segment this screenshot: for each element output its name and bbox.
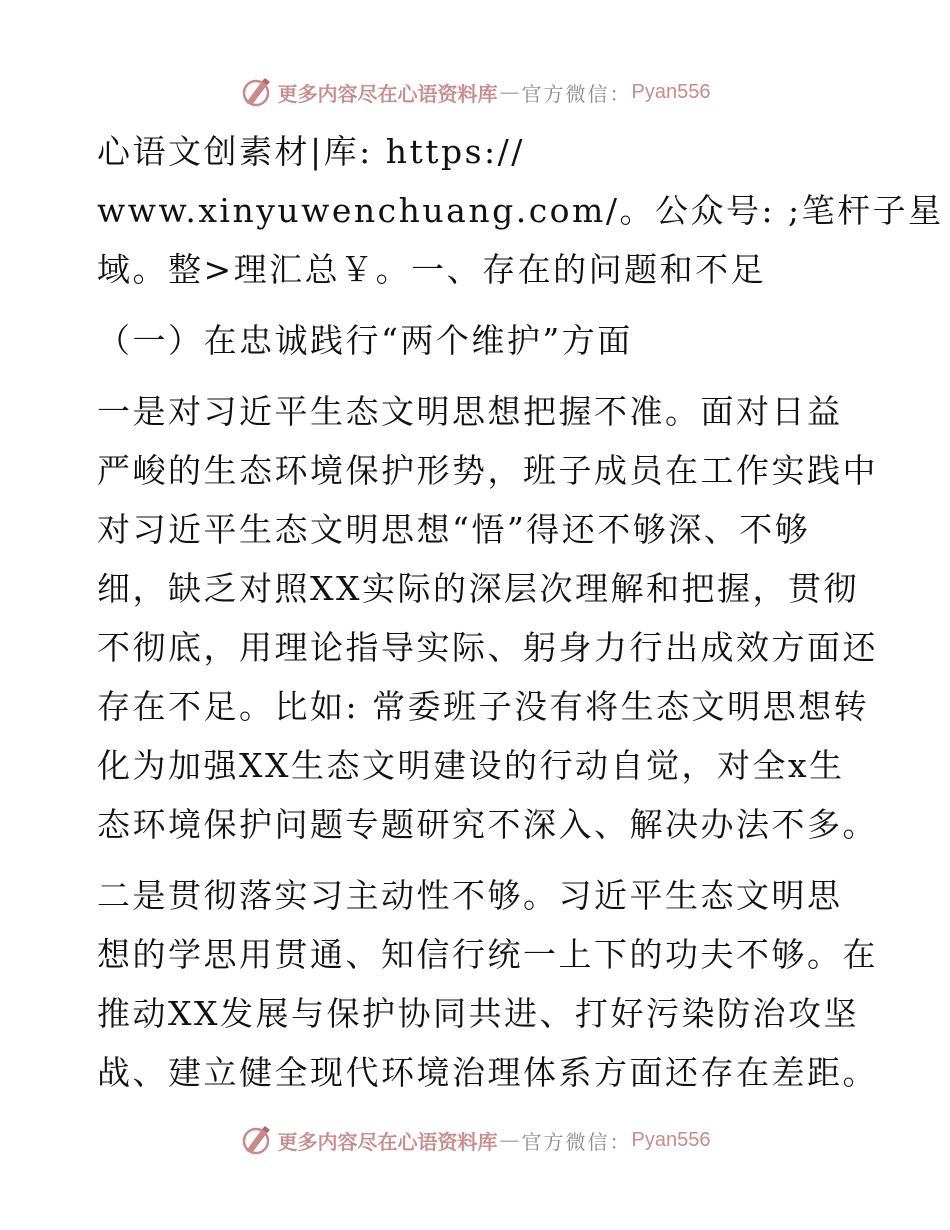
- intro-line: 域。整>理汇总￥。一、存在的问题和不足: [97, 250, 767, 289]
- paragraph-line: 推动XX发展与保护协同共进、打好污染防治攻坚: [97, 994, 859, 1033]
- paragraph-line: 战、建立健全现代环境治理体系方面还存在差距。: [97, 1053, 878, 1092]
- paragraph-line: 严峻的生态环境保护形势，班子成员在工作实践中: [97, 451, 878, 490]
- pen-logo-icon: [240, 1123, 274, 1157]
- paragraph-line: 存在不足。比如: 常委班子没有将生态文明思想转: [97, 687, 870, 726]
- watermark-wechat-id: Pyan556: [631, 1128, 711, 1151]
- paragraph-line: 细，缺乏对照XX实际的深层次理解和把握，贯彻: [97, 569, 859, 608]
- paragraph-line: 想的学思用贯通、知信行统一上下的功夫不够。在: [97, 935, 878, 974]
- paragraph-line: 对习近平生态文明思想“悟”得还不够深、不够: [97, 510, 811, 549]
- intro-line: 心语文创素材|库: https://: [97, 132, 525, 171]
- watermark-official-label: 官方微信：: [521, 81, 632, 106]
- paragraph-line: 化为加强XX生态文明建设的行动自觉，对全x生: [97, 746, 845, 785]
- watermark-banner-top: [0, 72, 950, 112]
- paragraph-line: 不彻底，用理论指导实际、躬身力行出成效方面还: [97, 628, 878, 667]
- watermark-separator: —: [499, 1128, 520, 1152]
- paragraph-line: 态环境保护问题专题研究不深入、解决办法不多。: [97, 805, 878, 844]
- watermark-slogan: 更多内容尽在心语资料库: [277, 81, 498, 106]
- intro-line: www.xinyuwenchuang.com/。公众号: ;笔杆子星: [97, 191, 944, 230]
- pen-logo-icon: [240, 75, 274, 109]
- paragraph-line: 一是对习近平生态文明思想把握不准。面对日益: [97, 392, 843, 431]
- watermark-separator: —: [499, 80, 520, 104]
- watermark-official-label: 官方微信：: [521, 1129, 632, 1154]
- watermark-banner-bottom: [0, 1120, 950, 1160]
- watermark-slogan: 更多内容尽在心语资料库: [277, 1129, 498, 1154]
- section-heading: （一）在忠诚践行“两个维护”方面: [97, 321, 633, 360]
- paragraph-line: 二是贯彻落实习主动性不够。习近平生态文明思: [97, 876, 843, 915]
- watermark-wechat-id: Pyan556: [631, 80, 711, 103]
- document-body: [97, 122, 944, 1102]
